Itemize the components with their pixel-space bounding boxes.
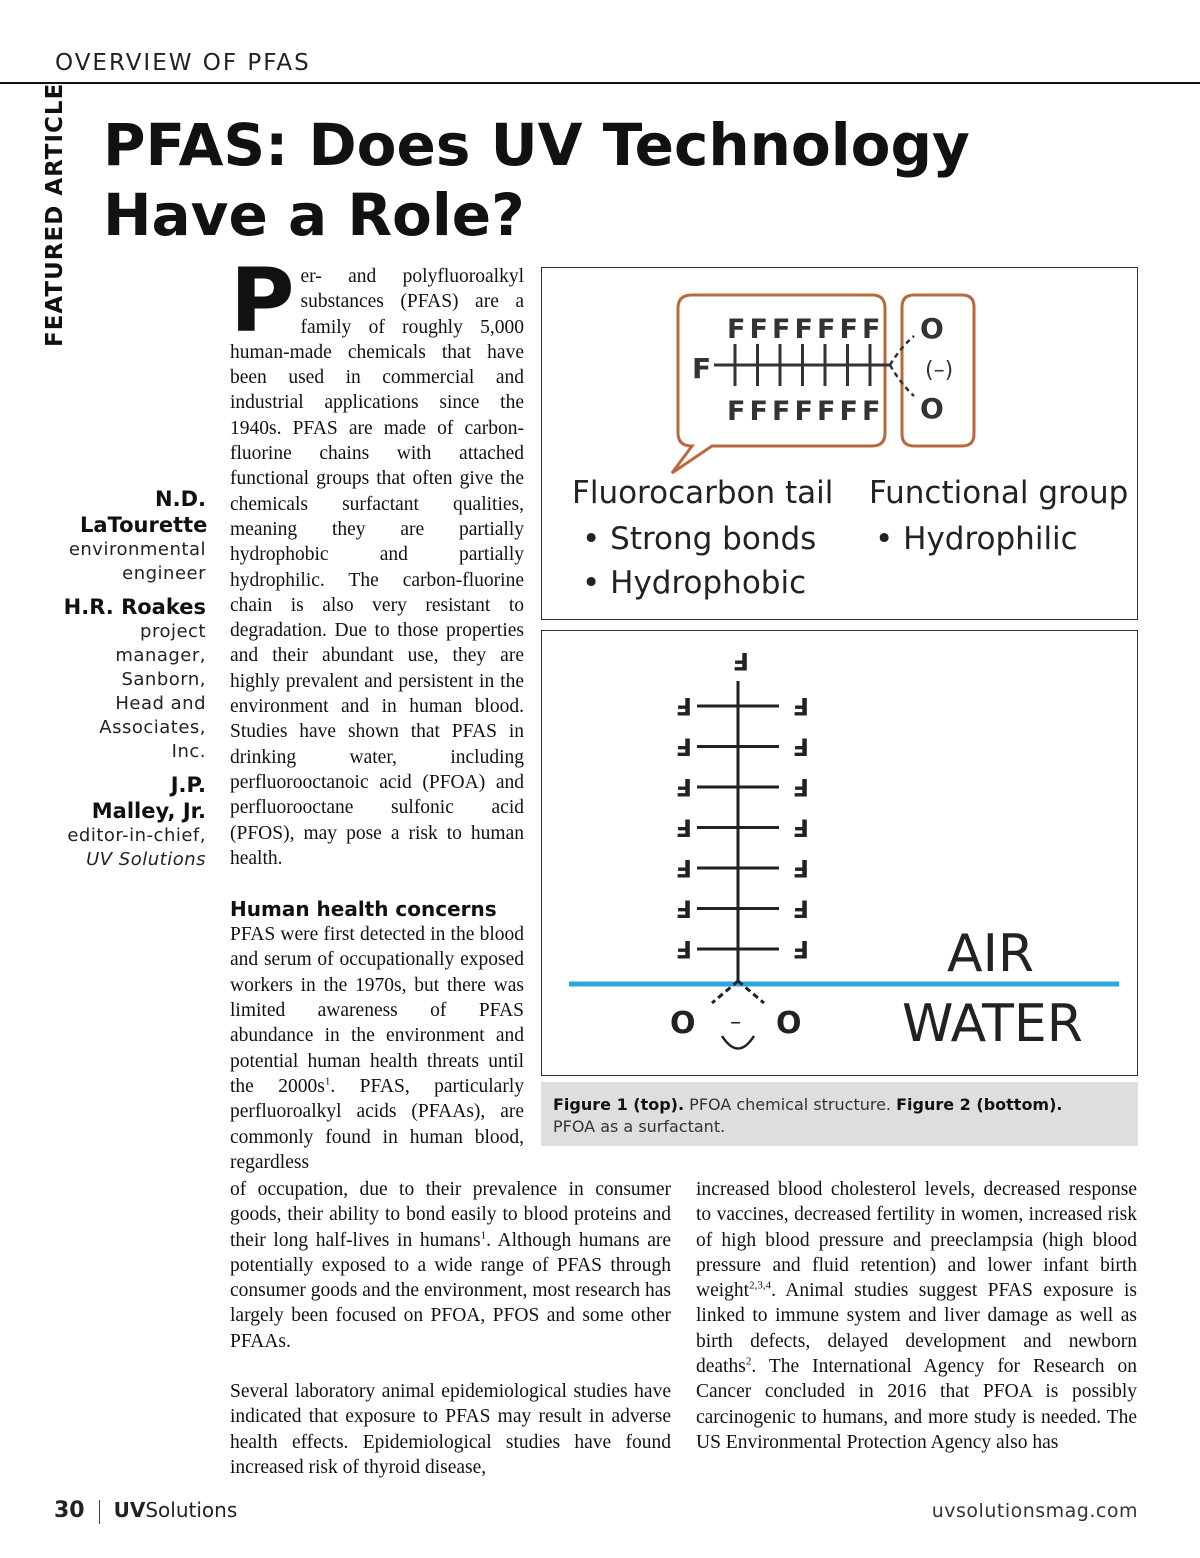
tail-bullet: • Strong bonds	[582, 521, 817, 557]
fluorine-top: F	[839, 314, 858, 345]
minus-sign: –	[730, 1010, 741, 1035]
citation: 1	[324, 1075, 331, 1088]
water-label: WATER	[902, 994, 1083, 1054]
author-role: environmental engineer	[68, 539, 206, 584]
text-run: . Animal studies suggest PFAS exposure is linked to immune system and liver damage as well as birth defects, delayed development and newborn deaths	[696, 1280, 1137, 1378]
fluorine-right: F	[792, 935, 809, 963]
section-heading: Human health concerns	[230, 897, 497, 922]
text-run: increased blood cholesterol levels, decreased response to vaccines, decreased fertility in women, increased risk of high blood pressure and preeclampsia (high blood pressure and fluid retention) and lower infant birth weight	[696, 1179, 1137, 1302]
group-bullet-text: Hydrophilic	[903, 521, 1078, 557]
charge-arc	[722, 1036, 754, 1049]
terminal-fluorine: F	[692, 352, 712, 385]
fluorine-left: F	[675, 854, 692, 882]
tail-bullet-text: Strong bonds	[610, 521, 817, 557]
fluorine-left: F	[675, 894, 692, 923]
author-role-text: editor-in-chief,	[67, 825, 206, 846]
fluorine-right: F	[792, 773, 809, 801]
body-column-2	[230, 1177, 671, 1480]
text-run: PFAS were first detected in the blood and serum of occupationally exposed workers in the 1970s, but there was limited awareness of PFAS abundance in the environment and potential human health threats until the 2000s	[230, 924, 524, 1097]
fluorine-bottom: F	[839, 396, 858, 427]
fluorine-left: F	[675, 692, 692, 720]
fluorine-top: F	[749, 314, 768, 345]
footer-separator	[99, 1500, 100, 1524]
body-column-3	[696, 1177, 1137, 1455]
effects-paragraph	[696, 1177, 1137, 1455]
drop-cap: P	[230, 249, 295, 352]
air-label: AIR	[947, 924, 1035, 984]
author-name: N.D. LaTourette	[80, 487, 208, 537]
pfoa-surfactant-diagram	[542, 631, 1137, 1075]
group-bullet: • Hydrophilic	[875, 521, 1078, 557]
fluorine-bottom: F	[749, 396, 768, 427]
fluorine-left: F	[675, 813, 692, 842]
author-name: H.R. Roakes	[63, 595, 206, 619]
text-run: . Although humans are potentially exposed to a wide range of PFAS through consumer goods and the environment, most research has largely been focused on PFOA, PFOS and some other PFAAs.	[230, 1229, 672, 1352]
page-number: 30	[54, 1498, 85, 1523]
figure-2-pfoa-surfactant	[541, 630, 1138, 1076]
section-label: OVERVIEW OF PFAS	[55, 50, 311, 76]
fluorine-bottom: F	[727, 396, 746, 427]
fluorine-top: F	[862, 314, 881, 345]
citation: 2,3,4	[749, 1279, 772, 1292]
fluorine-left: F	[675, 732, 692, 761]
fig1-caption-label: Figure 1 (top).	[553, 1095, 685, 1114]
citation: 2	[745, 1355, 752, 1368]
article-title	[103, 110, 970, 250]
health-paragraph-start	[230, 922, 524, 1175]
title-line-2: Have a Role?	[103, 181, 525, 249]
text-run: . PFAS, particularly perfluoroalkyl acids (PFAAs), are commonly found in human blood, regardless	[230, 1075, 524, 1173]
fig2-caption-label: Figure 2 (bottom).	[896, 1095, 1063, 1114]
figure-1-pfoa-structure	[541, 267, 1138, 620]
fluorine-bottom: F	[772, 396, 791, 427]
text-run: of occupation, due to their prevalence in consumer goods, their ability to bond easily to blood proteins and their long half-lives in humans	[230, 1179, 671, 1251]
tail-bullet-text: Hydrophobic	[610, 565, 807, 601]
fluorine-bottom: F	[794, 396, 813, 427]
fluorine-top: F	[794, 314, 813, 345]
author-role: project manager, Sanborn, Head and Associates, Inc.	[99, 621, 206, 762]
fluorine-bottom: F	[817, 396, 836, 427]
pfoa-structure-diagram	[542, 268, 1137, 619]
fluorine-bottom: F	[862, 396, 881, 427]
fluorine-right: F	[792, 692, 809, 720]
tail-bullet: • Hydrophobic	[582, 565, 807, 601]
featured-article-label: FEATURED ARTICLE	[42, 82, 68, 347]
fig2-caption-text: PFOA as a surfactant.	[553, 1117, 726, 1136]
brand-bold: UV	[113, 1498, 146, 1522]
citation: 1	[480, 1229, 487, 1242]
fluorine-right: F	[792, 894, 809, 923]
oxygen-top: O	[920, 312, 944, 345]
charge-label: (–)	[925, 358, 954, 383]
text-run: . The International Agency for Research on Cancer concluded in 2016 that PFOA is possibly carcinogenic to humans, and more study is needed. The US Environmental Protection Agency also has	[696, 1356, 1137, 1453]
intro-text: er- and polyfluoroalkyl substances (PFAS) are a family of roughly 5,000 human-made chemicals that have been used in commercial and industrial applications since the 1940s. PFAS are made of carbon-fluorine chains with attached functional groups that often give the chemicals surfactant qualities, meaning they are partially hydrophobic and partially hydrophilic. The carbon-fluorine chain is also very resistant to degradation. Due to those properties and their abundant use, they are highly prevalent and persistent in the environment and in human blood. Studies have shown that PFAS in drinking water, including perfluorooctanoic acid (PFOA) and perfluorooctane sulfonic acid (PFOS), may pose a risk to human health.	[230, 266, 524, 869]
author-list	[40, 486, 206, 880]
body-column-1	[230, 249, 524, 1175]
fluorine-right: F	[792, 813, 809, 842]
brand-rest: Solutions	[145, 1498, 238, 1522]
epidemiology-paragraph: Several laboratory animal epidemiological studies have indicated that exposure to PFAS may result in adverse health effects. Epidemiological studies have found increased risk of thyroid disease,	[230, 1381, 671, 1478]
carbon-chain	[714, 314, 890, 427]
fig1-caption-text: PFOA chemical structure.	[689, 1095, 892, 1114]
fluorine-left: F	[675, 935, 692, 963]
header-rule	[0, 82, 1200, 84]
fluorine-left: F	[675, 773, 692, 801]
oxygen-left: O	[670, 1006, 696, 1041]
tail-title: Fluorocarbon tail	[572, 475, 834, 511]
publication-name: UV Solutions	[86, 849, 206, 870]
fluorine-top: F	[727, 314, 746, 345]
footer-left	[54, 1498, 237, 1524]
figure-caption	[541, 1082, 1138, 1146]
fluorine-top: F	[817, 314, 836, 345]
fluorine-right: F	[792, 854, 809, 882]
fluorine-right: F	[792, 732, 809, 761]
author-role	[40, 824, 206, 872]
group-title: Functional group	[869, 475, 1129, 511]
health-paragraph-cont	[230, 1177, 671, 1354]
fluorine-top: F	[732, 647, 749, 675]
vertical-carbon-chain	[676, 647, 809, 981]
title-line-1: PFAS: Does UV Technology	[103, 111, 970, 179]
oxygen-right: O	[776, 1006, 802, 1041]
intro-paragraph	[230, 249, 524, 871]
fluorine-top: F	[772, 314, 791, 345]
oxygen-bottom: O	[920, 392, 944, 425]
footer-url: uvsolutionsmag.com	[931, 1500, 1138, 1522]
author-name: J.P. Malley, Jr.	[91, 773, 206, 823]
